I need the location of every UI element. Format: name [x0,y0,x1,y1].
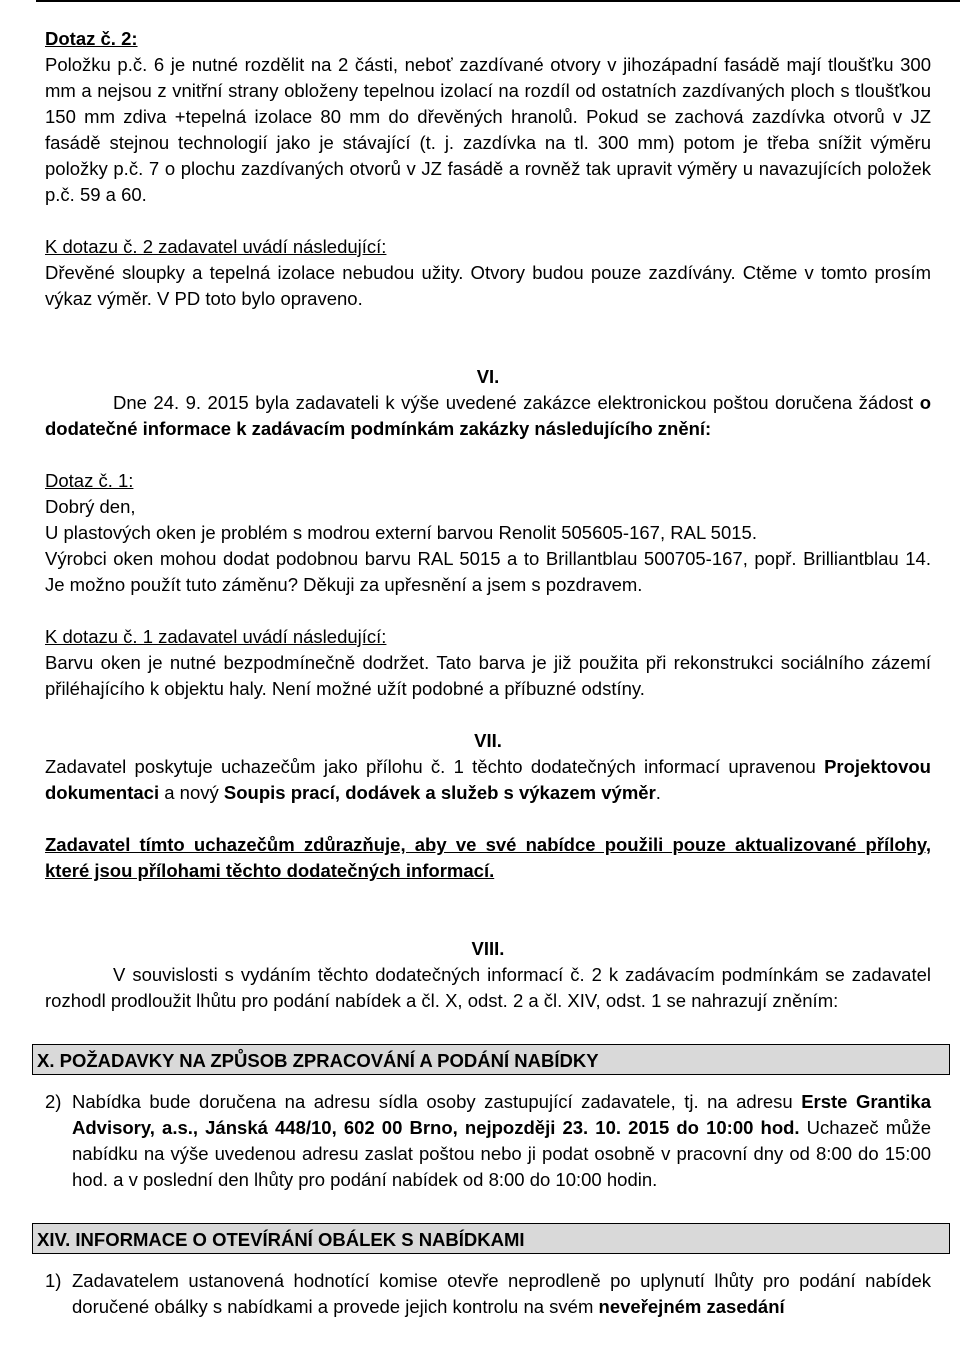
answer1-heading: K dotazu č. 1 zadavatel uvádí následující: [45,626,387,647]
item-xiv-1 [45,1268,931,1320]
item-number: 2) [45,1091,62,1112]
item-x-2 [45,1089,931,1193]
section-vii-body: Zadavatel poskytuje uchazečům jako přílohu č. 1 těchto dodatečných informací upravenou Projektovou dokumentaci a nový Soupis prací, dodávek a služeb s výkazem výměr. [45,756,931,803]
dotaz1-heading: Dotaz č. 1: [45,470,134,491]
dotaz2-body: Položku p.č. 6 je nutné rozdělit na 2 části, neboť zazdívané otvory v jihozápadní fasádě mají tloušťku 300 mm a nejsou z vnitřní strany obloženy tepelnou izolací na rozdíl od ostatních zazdívaných ploch s tloušťkou 150 mm zdiva +tepelná izolace 80 mm do dřevěných hranolů. Pokud se zachová zazdívka otvorů v JZ fasádě stejnou technologií jako je stávající (t. j. zazdívka na tl. 300 mm) potom je třeba snížit výměru položky p.č. 7 o plochu zazdívaných otvorů v JZ fasádě a rovněž tak upravit výměry u navazujících položek p.č. 59 a 60. [45,54,931,205]
top-rule [36,0,960,2]
item-text: Zadavatelem ustanovená hodnotící komise otevře neprodleně po uplynutí lhůty pro podání nabídek doručené obálky s nabídkami a provede jejich kontrolu na svém neveřejném zasedání [72,1270,931,1317]
document-page [37,26,932,1320]
answer2-body: Dřevěné sloupky a tepelná izolace nebudou užity. Otvory budou pouze zazdívány. Ctěme v tomto prosím výkaz výměr. V PD toto bylo opraveno. [45,262,931,309]
section-viii-body: V souvislosti s vydáním těchto dodatečných informací č. 2 k zadávacím podmínkám se zadavatel rozhodl prodloužit lhůtu pro podání nabídek a čl. X, odst. 2 a čl. XIV, odst. 1 se nahrazují zněním: [45,964,931,1011]
dotaz1-line: U plastových oken je problém s modrou externí barvou Renolit 505605-167, RAL 5015. [45,522,757,543]
item-number: 1) [45,1270,62,1291]
section-vii-title: VII. [474,730,502,751]
section-x-box: X. POŽADAVKY NA ZPŮSOB ZPRACOVÁNÍ A PODÁNÍ NABÍDKY [32,1044,950,1075]
dotaz1-question: Výrobci oken mohou dodat podobnou barvu RAL 5015 a to Brillantblau 500705-167, popř. Brilliantblau 14. Je možno použít tuto záměnu? Děkuji za upřesnění a jsem s pozdravem. [45,548,931,595]
answer2-heading: K dotazu č. 2 zadavatel uvádí následující: [45,236,387,257]
section-xiv-box: XIV. INFORMACE O OTEVÍRÁNÍ OBÁLEK S NABÍDKAMI [32,1223,950,1254]
dotaz2-heading: Dotaz č. 2: [45,28,138,49]
section-vi-title: VI. [476,366,500,387]
section-vi-intro: Dne 24. 9. 2015 byla zadavateli k výše uvedené zakázce elektronickou poštou doručena žádost o dodatečné informace k zadávacím podmínkám zakázky následujícího znění: [45,392,931,439]
dotaz1-greeting: Dobrý den, [45,496,136,517]
answer1-body: Barvu oken je nutné bezpodmínečně dodržet. Tato barva je již použita při rekonstrukci sociálního zázemí přiléhajícího k objektu haly. Není možné užít podobné a příbuzné odstíny. [45,652,931,699]
section-viii-title: VIII. [471,938,505,959]
item-text: Nabídka bude doručena na adresu sídla osoby zastupující zadavatele, tj. na adresu Erste Grantika Advisory, a.s., Jánská 448/10, 602 00 Brno, nejpozději 23. 10. 2015 do 10:00 hod. Uchazeč může nabídku na výše uvedenou adresu zaslat poštou nebo ji podat osobně v pracovní dny od 8:00 do 15:00 hod. a v poslední den lhůty pro podání nabídek od 8:00 do 10:00 hodin. [72,1091,932,1190]
section-vii-note: Zadavatel tímto uchazečům zdůrazňuje, aby ve své nabídce použili pouze aktualizované přílohy, které jsou přílohami těchto dodatečných informací. [45,834,931,881]
